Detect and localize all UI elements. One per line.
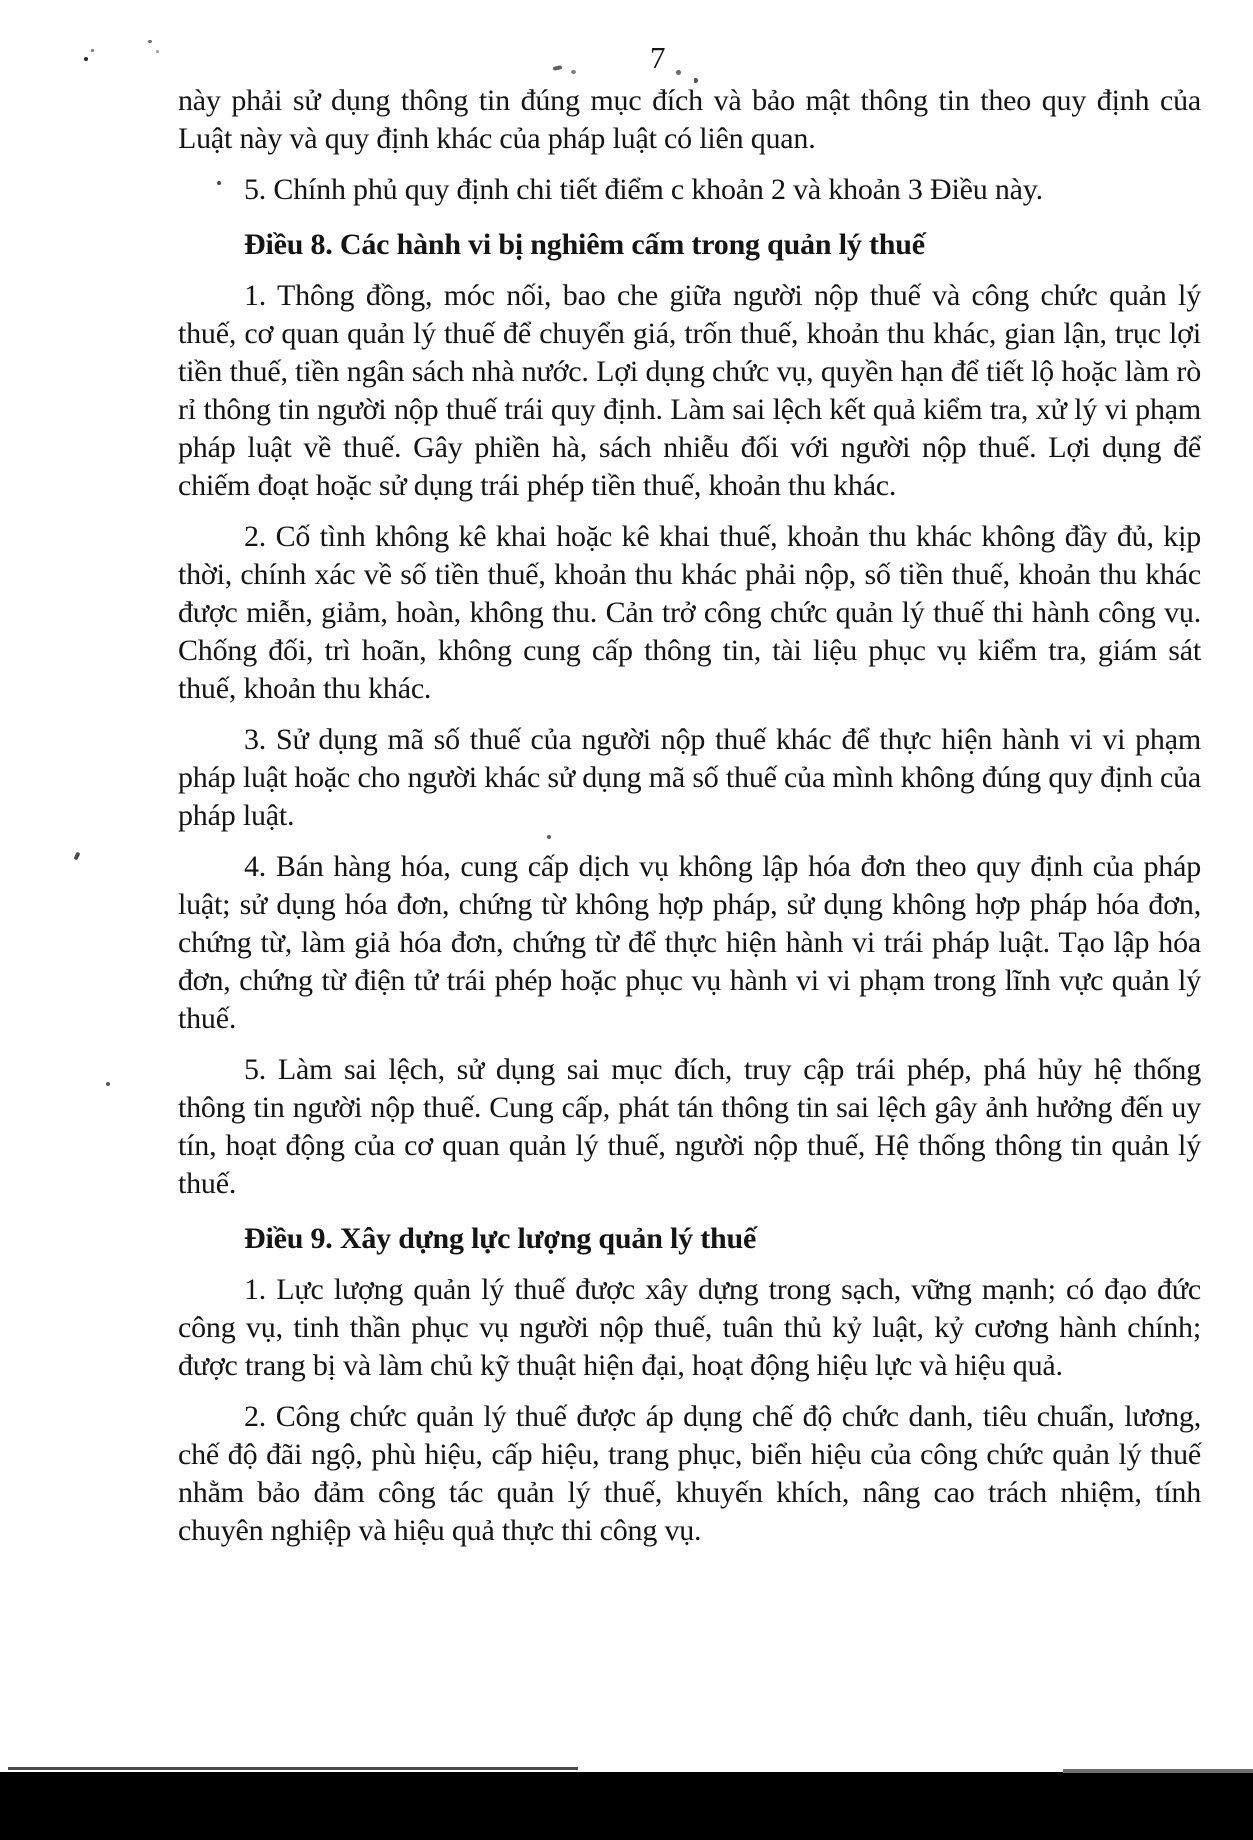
scan-speck — [91, 49, 94, 52]
clause-5-article-7: 5. Chính phủ quy định chi tiết điểm c khoản 2 và khoản 3 Điều này. — [244, 173, 1043, 206]
article-9-heading: Điều 9. Xây dựng lực lượng quản lý thuế — [244, 1222, 757, 1255]
article-8-clause-3: 3. Sử dụng mã số thuế của người nộp thuế khác để thực hiện hành vi vi phạm pháp luật hoặc cho người khác sử dụng mã số thuế của mình không đúng quy định của pháp luật. — [178, 723, 1201, 832]
page-number: 7 — [650, 40, 666, 75]
article-8-clause-2: 2. Cố tình không kê khai hoặc kê khai thuế, khoản thu khác không đầy đủ, kịp thời, chính xác về số tiền thuế, khoản thu khác phải nộp, số tiền thuế, khoản thu khác được miễn, giảm, hoàn, không thu. Cản trở công chức quản lý thuế thi hành công vụ. Chống đối, trì hoãn, không cung cấp thông tin, tài liệu phục vụ kiểm tra, giám sát thuế, khoản thu khác. — [178, 520, 1201, 705]
scan-speck — [571, 70, 576, 74]
scan-speck — [217, 181, 221, 185]
scan-speck — [676, 70, 681, 75]
article-8-heading: Điều 8. Các hành vi bị nghiêm cấm trong quản lý thuế — [244, 228, 925, 261]
scan-speck — [106, 1082, 110, 1086]
article-9-clause-1: 1. Lực lượng quản lý thuế được xây dựng trong sạch, vững mạnh; có đạo đức công vụ, tinh thần phục vụ người nộp thuế, tuân thủ kỷ luật, kỷ cương hành chính; được trang bị và làm chủ kỹ thuật hiện đại, hoạt động hiệu lực và hiệu quả. — [178, 1273, 1201, 1382]
article-8-clause-4: 4. Bán hàng hóa, cung cấp dịch vụ không lập hóa đơn theo quy định của pháp luật; sử dụng hóa đơn, chứng từ không hợp pháp, sử dụng không hợp pháp hóa đơn, chứng từ, làm giả hóa đơn, chứng từ để thực hiện hành vi trái pháp luật. Tạo lập hóa đơn, chứng từ điện tử trái phép hoặc phục vụ hành vi vi phạm trong lĩnh vực quản lý thuế. — [178, 850, 1201, 1035]
scan-speck — [553, 65, 563, 71]
scan-speck — [148, 40, 152, 43]
scan-speck — [74, 852, 81, 861]
scan-speck — [156, 50, 159, 53]
scan-speck — [694, 78, 698, 83]
document-body — [178, 82, 1201, 1550]
scan-speck — [547, 835, 551, 839]
paragraph-continuation: này phải sử dụng thông tin đúng mục đích và bảo mật thông tin theo quy định của Luật này và quy định khác của pháp luật có liên quan. — [178, 84, 1201, 155]
article-9-clause-2: 2. Công chức quản lý thuế được áp dụng chế độ chức danh, tiêu chuẩn, lương, chế độ đãi ngộ, phù hiệu, cấp hiệu, trang phục, biển hiệu của công chức quản lý thuế nhằm bảo đảm công tác quản lý thuế, khuyến khích, nâng cao trách nhiệm, tính chuyên nghiệp và hiệu quả thực thi công vụ. — [178, 1400, 1201, 1547]
scan-artifact-band — [0, 1772, 1253, 1840]
article-8-clause-5: 5. Làm sai lệch, sử dụng sai mục đích, truy cập trái phép, phá hủy hệ thống thông tin người nộp thuế. Cung cấp, phát tán thông tin sai lệch gây ảnh hưởng đến uy tín, hoạt động của cơ quan quản lý thuế, người nộp thuế, Hệ thống thông tin quản lý thuế. — [178, 1053, 1201, 1200]
scan-speck — [84, 57, 88, 61]
article-8-clause-1: 1. Thông đồng, móc nối, bao che giữa người nộp thuế và công chức quản lý thuế, cơ quan quản lý thuế để chuyển giá, trốn thuế, khoản thu khác, gian lận, trục lợi tiền thuế, tiền ngân sách nhà nước. Lợi dụng chức vụ, quyền hạn để tiết lộ hoặc làm rò rỉ thông tin người nộp thuế trái quy định. Làm sai lệch kết quả kiểm tra, xử lý vi phạm pháp luật về thuế. Gây phiền hà, sách nhiễu đối với người nộp thuế. Lợi dụng để chiếm đoạt hoặc sử dụng trái phép tiền thuế, khoản thu khác. — [178, 279, 1201, 502]
